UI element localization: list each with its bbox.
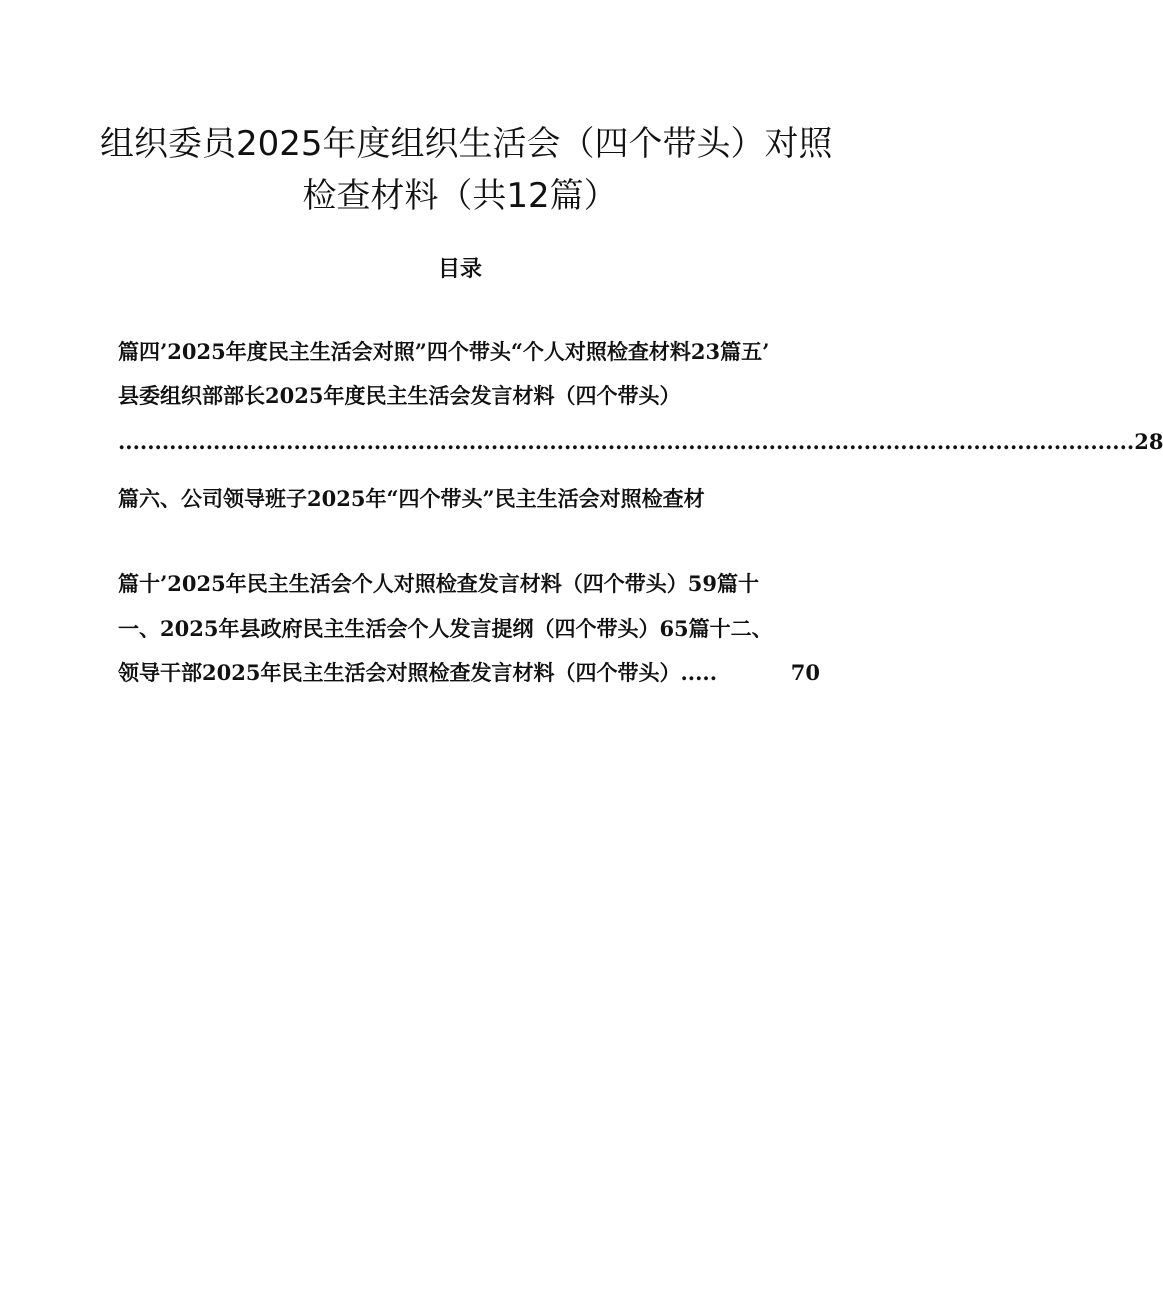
document-title bbox=[100, 118, 833, 222]
title-line-1: 组织委员2025年度组织生活会（四个带头）对照 bbox=[100, 124, 833, 164]
toc-entry-line[interactable]: 一、2025年县政府民主生活会个人发言提纲（四个带头）65篇十二、 bbox=[118, 616, 773, 641]
title-line-2: 检查材料（共12篇） bbox=[302, 176, 618, 216]
toc-entry-text: 领导干部2025年民主生活会对照检查发言材料（四个带头） bbox=[118, 660, 681, 685]
dot-leader: ........................................................................................................................................... bbox=[118, 429, 1135, 454]
toc-heading: 目录 bbox=[437, 256, 482, 282]
toc-entry-line[interactable]: 篇六、公司领导班子2025年“四个带头”民主生活会对照检查材 bbox=[118, 486, 705, 511]
toc-page-number: 28 bbox=[1134, 429, 1163, 454]
toc-entry-line[interactable]: 篇四’2025年度民主生活会对照”四个带头“个人对照检查材料23篇五’ bbox=[118, 339, 770, 364]
toc-entry-line[interactable]: 县委组织部部长2025年度民主生活会发言材料（四个带头） bbox=[118, 383, 681, 408]
toc-entry-line[interactable]: 篇十’2025年民主生活会个人对照检查发言材料（四个带头）59篇十 bbox=[118, 571, 759, 596]
toc-leader-line[interactable] bbox=[118, 427, 1163, 457]
dot-leader: ..... bbox=[680, 660, 718, 685]
toc-page-number: 70 bbox=[790, 660, 820, 685]
toc-entry-line-last[interactable] bbox=[118, 658, 820, 688]
